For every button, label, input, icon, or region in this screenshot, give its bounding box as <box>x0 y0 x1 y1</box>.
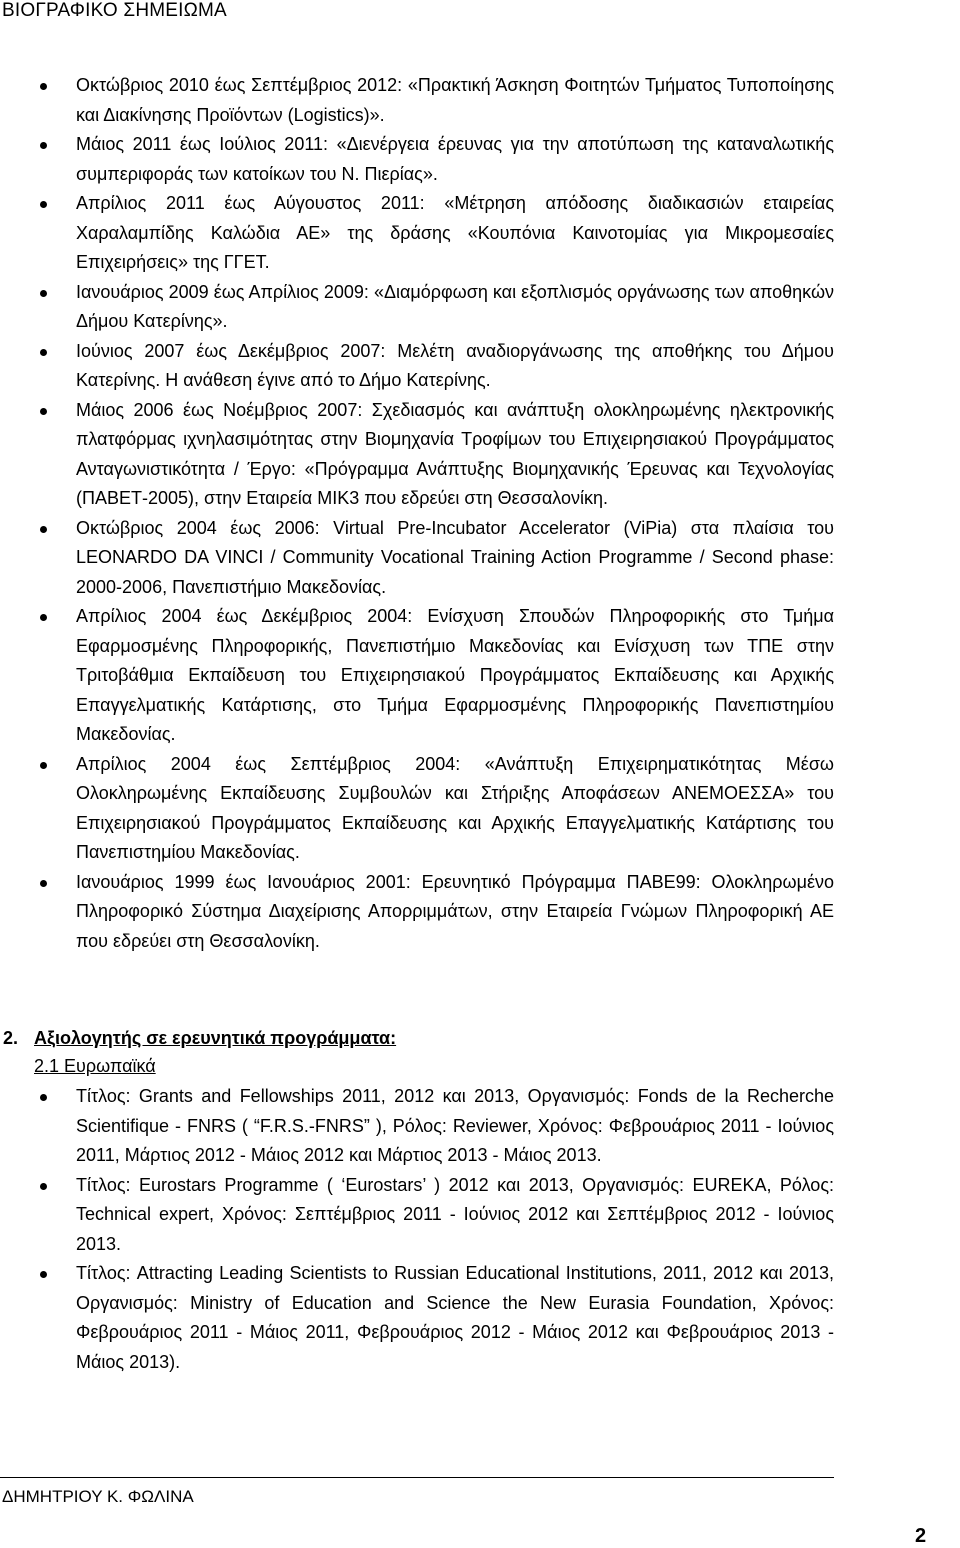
bullet-icon <box>40 880 47 887</box>
list-item: Απρίλιος 2004 έως Δεκέμβριος 2004: Ενίσχυση Σπουδών Πληροφορικής στο Τμήμα Εφαρμοσμένης Πληροφορικής, Πανεπιστήμιο Μακεδονίας και Ενίσχυση των ΤΠΕ στην Τριτοβάθμια Εκπαίδευση του Επιχειρησιακού Προγράμματος Εκπαίδευσης και Αρχικής Επαγγελματικής Κατάρτισης, στο Τμήμα Εφαρμοσμένης Πληροφορικής Πανεπιστημίου Μακεδονίας. <box>0 602 960 750</box>
bullet-icon <box>40 614 47 621</box>
list-item: Οκτώβριος 2010 έως Σεπτέμβριος 2012: «Πρακτική Άσκηση Φοιτητών Τμήματος Τυποποίησης και Διακίνησης Προϊόντων (Logistics)». <box>0 71 960 130</box>
list-item: Απρίλιος 2011 έως Αύγουστος 2011: «Μέτρηση απόδοσης διαδικασιών εταιρείας Χαραλαμπίδης Καλώδια ΑΕ» της δράσης «Κουπόνια Καινοτομίας για Μικρομεσαίες Επιχειρήσεις» της ΓΓΕΤ. <box>0 189 960 278</box>
section-number: 2. <box>3 1028 19 1048</box>
bullet-icon <box>40 1094 47 1101</box>
bullet-icon <box>40 349 47 356</box>
list-item: Τίτλος: Attracting Leading Scientists to Russian Educational Institutions, 2011, 2012 και 2013, Οργανισμός: Ministry of Education and Science the New Eurasia Foundation, Χρόνος: Φεβρουάριος 2011 - Μάιος 2011, Φεβρουάριος 2012 - Μάιος 2012 και Φεβρουάριος 2013 - Μάιος 2013). <box>0 1259 960 1377</box>
list-item: Απρίλιος 2004 έως Σεπτέμβριος 2004: «Ανάπτυξη Επιχειρηματικότητας Μέσω Ολοκληρωμένης Εκπαίδευσης Συμβουλών και Στήριξης Αποφάσεων ΑΝΕΜΟΕΣΣΑ» του Επιχειρησιακού Προγράμματος Εκπαίδευσης και Αρχικής Επαγγελματικής Κατάρτισης του Πανεπιστημίου Μακεδονίας. <box>0 750 960 868</box>
bullet-icon <box>40 201 47 208</box>
list-item: Ιανουάριος 1999 έως Ιανουάριος 2001: Ερευνητικό Πρόγραμμα ΠΑΒΕ99: Ολοκληρωμένο Πληροφορικό Σύστημα Διαχείρισης Απορριμμάτων, στην Εταιρεία Γνώμων Πληροφορική ΑΕ που εδρεύει στη Θεσσαλονίκη. <box>0 868 960 957</box>
bullet-icon <box>40 1183 47 1190</box>
section-title: Αξιολογητής σε ερευνητικά προγράμματα: <box>34 1028 397 1048</box>
list-item: Ιανουάριος 2009 έως Απρίλιος 2009: «Διαμόρφωση και εξοπλισμός οργάνωσης των αποθηκών Δήμου Κατερίνης». <box>0 278 960 337</box>
list-item: Τίτλος: Grants and Fellowships 2011, 2012 και 2013, Οργανισμός: Fonds de la Recherche Scientifique - FNRS ( “F.R.S.-FNRS” ), Ρόλος: Reviewer, Χρόνος: Φεβρουάριος 2011 - Ιούνιος 2011, Μάρτιος 2012 - Μάιος 2012 και Μάρτιος 2013 - Μάιος 2013. <box>0 1082 960 1171</box>
footer-author: ΔΗΜΗΤΡΙΟΥ Κ. ΦΩΛΙΝΑ <box>2 1487 194 1506</box>
list-item: Μάιος 2006 έως Νοέμβριος 2007: Σχεδιασμός και ανάπτυξη ολοκληρωμένης ηλεκτρονικής πλατφόρμας ιχνηλασιμότητας στην Βιομηχανία Τροφίμων του Επιχειρησιακού Προγράμματος Ανταγωνιστικότητα / Έργο: «Πρόγραμμα Ανάπτυξης Βιομηχανικής Έρευνας και Τεχνολογίας (ΠΑΒΕΤ-2005), στην Εταιρεία ΜΙΚ3 που εδρεύει στη Θεσσαλονίκη. <box>0 396 960 514</box>
bullet-icon <box>40 290 47 297</box>
list-item: Ιούνιος 2007 έως Δεκέμβριος 2007: Μελέτη αναδιοργάνωσης της αποθήκης του Δήμου Κατερίνης. Η ανάθεση έγινε από το Δήμο Κατερίνης. <box>0 337 960 396</box>
bullet-icon <box>40 526 47 533</box>
bullet-icon <box>40 1271 47 1278</box>
bullet-icon <box>40 83 47 90</box>
header-title: ΒΙΟΓΡΑΦΙΚΟ ΣΗΜΕΙΩΜΑ <box>2 0 227 21</box>
bullet-icon <box>40 142 47 149</box>
list-item: Τίτλος: Eurostars Programme ( ‘Eurostars’ ) 2012 και 2013, Οργανισμός: EUREKA, Ρόλος: Technical expert, Χρόνος: Σεπτέμβριος 2011 - Ιούνιος 2012 και Σεπτέμβριος 2012 - Ιούνιος 2013. <box>0 1171 960 1260</box>
evaluator-list <box>0 1082 960 1377</box>
experience-list <box>0 71 960 956</box>
footer-divider <box>0 1477 834 1478</box>
bullet-icon <box>40 408 47 415</box>
list-item: Οκτώβριος 2004 έως 2006: Virtual Pre-Incubator Accelerator (ViPia) στα πλαίσια του LEONARDO DA VINCI / Community Vocational Training Action Programme / Second phase: 2000-2006, Πανεπιστήμιο Μακεδονίας. <box>0 514 960 603</box>
list-item: Μάιος 2011 έως Ιούλιος 2011: «Διενέργεια έρευνας για την αποτύπωση της καταναλωτικής συμπεριφοράς των κατοίκων του Ν. Πιερίας». <box>0 130 960 189</box>
bullet-icon <box>40 762 47 769</box>
subsection-title: 2.1 Ευρωπαϊκά <box>34 1056 156 1076</box>
page-number: 2 <box>915 1525 927 1547</box>
